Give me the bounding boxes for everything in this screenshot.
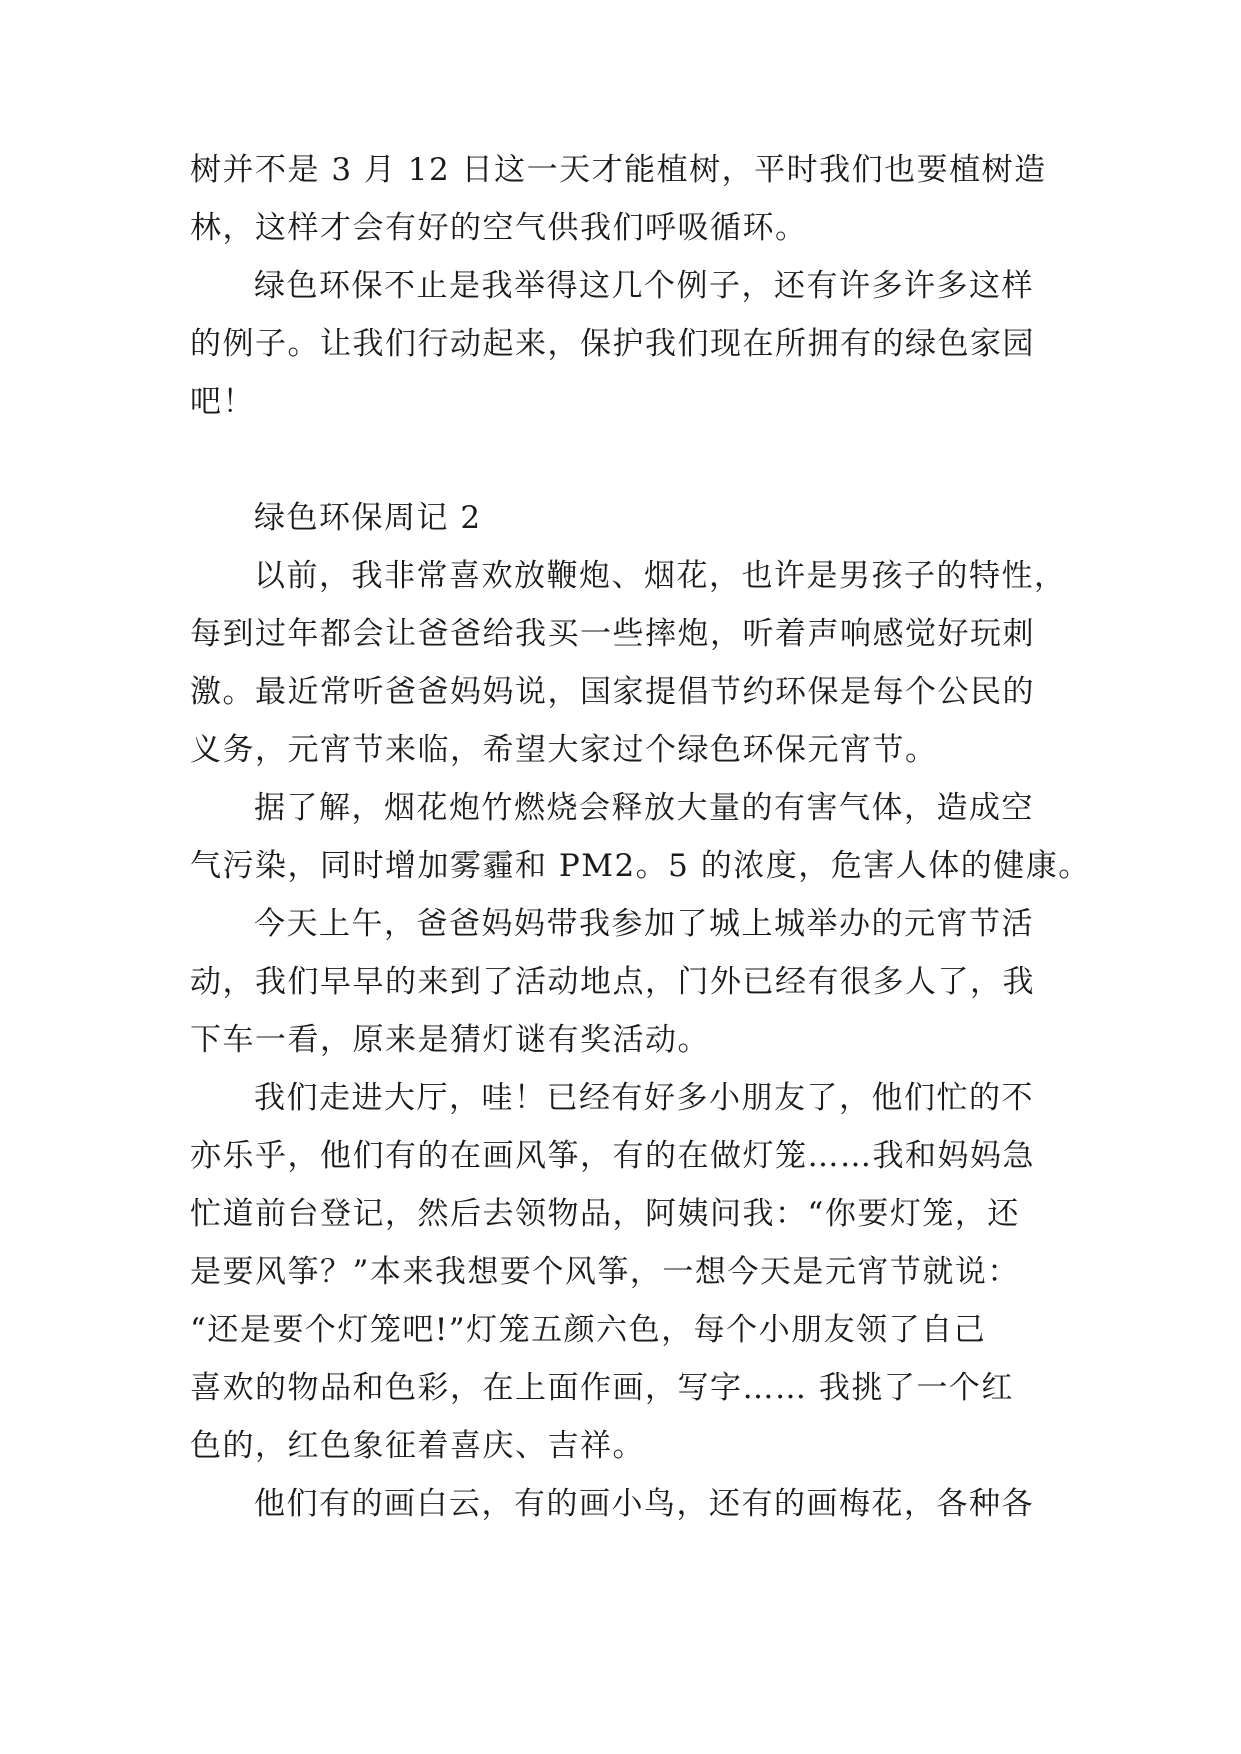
text-line: 是要风筝？”本来我想要个风筝，一想今天是元宵节就说： [190, 1254, 1020, 1290]
text-line: 气污染，同时增加雾霾和 PM2。5 的浓度，危害人体的健康。 [190, 848, 1091, 884]
text-line: 下车一看，原来是猜灯谜有奖活动。 [190, 1022, 710, 1058]
text-line: “还是要个灯笼吧!”灯笼五颜六色，每个小朋友领了自己 [190, 1312, 987, 1348]
text-line: 忙道前台登记，然后去领物品，阿姨问我：“你要灯笼，还 [190, 1196, 1020, 1232]
text-line: 今天上午，爸爸妈妈带我参加了城上城举办的元宵节活 [254, 906, 1034, 942]
text-line: 亦乐乎，他们有的在画风筝，有的在做灯笼……我和妈妈急 [190, 1138, 1035, 1174]
text-line: 树并不是 3 月 12 日这一天才能植树，平时我们也要植树造 [190, 152, 1047, 188]
section-title: 绿色环保周记 2 [254, 500, 482, 536]
text-line: 吧！ [190, 384, 255, 420]
text-line: 的例子。让我们行动起来，保护我们现在所拥有的绿色家园 [190, 326, 1035, 362]
text-line: 义务，元宵节来临，希望大家过个绿色环保元宵节。 [190, 732, 938, 768]
text-line: 每到过年都会让爸爸给我买一些摔炮，听着声响感觉好玩刺 [190, 616, 1035, 652]
text-line: 据了解，烟花炮竹燃烧会释放大量的有害气体，造成空 [254, 790, 1034, 826]
text-line: 动，我们早早的来到了活动地点，门外已经有很多人了，我 [190, 964, 1035, 1000]
text-line: 色的，红色象征着喜庆、吉祥。 [190, 1428, 645, 1464]
text-line: 以前，我非常喜欢放鞭炮、烟花，也许是男孩子的特性， [254, 558, 1067, 594]
text-line: 林，这样才会有好的空气供我们呼吸循环。 [190, 210, 808, 246]
text-line: 激。最近常听爸爸妈妈说，国家提倡节约环保是每个公民的 [190, 674, 1035, 710]
text-line: 我们走进大厅，哇！已经有好多小朋友了，他们忙的不 [254, 1080, 1034, 1116]
text-line: 他们有的画白云，有的画小鸟，还有的画梅花，各种各 [254, 1486, 1034, 1522]
text-line: 喜欢的物品和色彩，在上面作画，写字…… 我挑了一个红 [190, 1370, 1014, 1406]
text-line: 绿色环保不止是我举得这几个例子，还有许多许多这样 [254, 268, 1034, 304]
